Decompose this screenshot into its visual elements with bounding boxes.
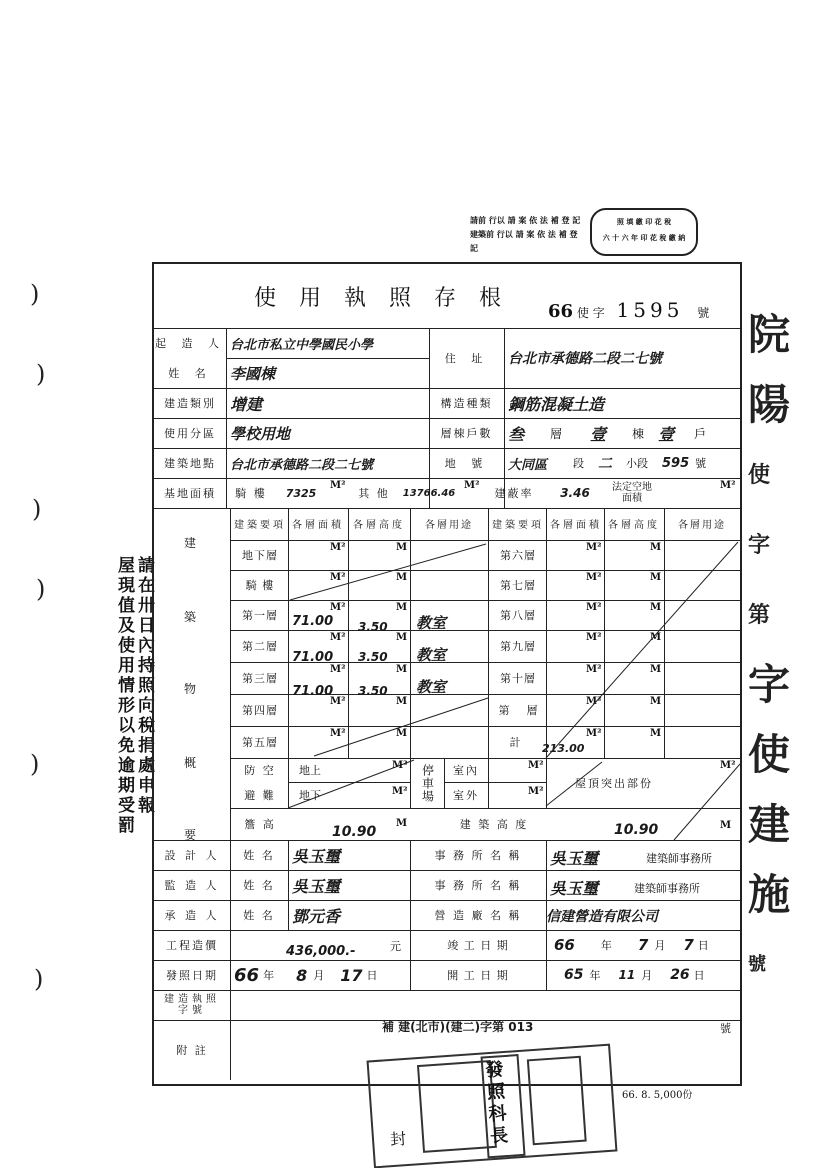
designer-name: 吳玉璽 (292, 846, 341, 866)
above-label: 地上 (299, 764, 321, 777)
margin-mark: ) (36, 360, 46, 388)
person-name-label: 姓 名 (243, 909, 275, 922)
m-unit: M (650, 542, 662, 553)
m-unit: M (396, 632, 408, 643)
m2-unit: M² (330, 480, 346, 491)
right-edge-char: 院 (748, 310, 791, 359)
lot-no: 595 (662, 455, 690, 471)
designer-label: 設 計 人 (164, 849, 220, 862)
f2-area: 71.00 (292, 650, 334, 665)
permit-word: 使 字 (576, 306, 605, 320)
arch-office-suffix: 建築師事務所 (634, 882, 700, 895)
margin-mark: ) (32, 495, 42, 523)
coverage-label: 建蔽率 (494, 487, 534, 500)
m2-unit: M² (330, 572, 346, 583)
m-unit: M (396, 542, 408, 553)
floor-n-prefix: 第 (498, 704, 510, 717)
m2-unit: M² (330, 542, 346, 553)
start-label: 開 工 日 期 (447, 969, 509, 982)
margin-mark: ) (36, 575, 46, 603)
divider (546, 758, 547, 808)
side-note-col1 (118, 556, 138, 836)
side-note-char: 以 (118, 716, 135, 736)
m2-unit: M² (720, 760, 736, 771)
yuan-label: 元 (390, 940, 401, 953)
usage-value: 學校用地 (230, 424, 291, 443)
right-edge-stamp (748, 300, 808, 1000)
floor-10-label: 第十層 (500, 672, 536, 685)
seal-char: 封 (389, 1129, 407, 1150)
side-note-char: 現 (118, 576, 135, 596)
m2-unit: M² (528, 760, 544, 771)
legal-area-label: 法定空地面積 (612, 482, 652, 504)
m2-unit: M² (528, 786, 544, 797)
right-edge-char: 建 (748, 800, 791, 849)
ceng-label: 層 (550, 426, 563, 441)
year-label: 年 (263, 969, 275, 982)
m2-unit: M² (330, 602, 346, 613)
m2-unit: M² (586, 542, 602, 553)
f2-height: 3.50 (358, 650, 388, 664)
note-label: 附 註 (176, 1044, 208, 1057)
tax-stamp (470, 208, 698, 258)
completion-date (554, 932, 738, 958)
m2-unit: M² (586, 696, 602, 707)
permit-ref-value: 補 建(北市)(建二)字第 013 (382, 1020, 534, 1034)
m2-unit: M² (586, 632, 602, 643)
completion-month: 7 (637, 936, 649, 954)
side-note-char: 持 (138, 656, 155, 676)
xiaoduan-label: 小段 (626, 457, 649, 470)
col-item-header: 建築要項 (492, 519, 544, 531)
base-area-value: 7325 (285, 486, 317, 500)
other-area-value: 13766.46 (402, 487, 456, 499)
builder-value: 台北市私立中學國民小學 (230, 337, 374, 353)
m2-unit: M² (392, 760, 408, 771)
eave-height-label: 簷 高 (244, 818, 276, 831)
m2-unit: M² (586, 728, 602, 739)
total-area: 213.00 (542, 742, 585, 755)
bldg-label-char: 要 (184, 828, 197, 842)
f2-use: 教室 (416, 646, 447, 664)
floor-6-label: 第六層 (500, 549, 536, 562)
hao-label: 號 (720, 1022, 731, 1035)
office-name-label: 事 務 所 名 稱 (434, 849, 522, 862)
m-unit: M (396, 664, 408, 675)
side-note-char: 使 (118, 636, 135, 656)
year-label: 年 (589, 969, 601, 982)
issue-month: 8 (296, 965, 308, 985)
floors-count: 叁 (508, 424, 525, 444)
side-note-char: 在 (138, 576, 155, 596)
floor-n-suffix: 層 (526, 704, 538, 717)
margin-mark: ) (34, 965, 44, 993)
category-value: 增建 (230, 394, 263, 414)
designer-office: 吳玉璽 (550, 849, 599, 868)
right-edge-char: 施 (748, 870, 791, 919)
completion-day: 7 (683, 936, 694, 954)
day-label: 日 (366, 969, 378, 982)
roof-label: 屋頂突出部份 (575, 777, 653, 790)
permit-ref-label: 建造執照字號 (164, 994, 220, 1016)
parking-label: 停車場 (420, 763, 435, 803)
tax-stamp-box (590, 208, 698, 256)
right-edge-char: 字 (748, 532, 771, 558)
hu-label: 戶 (694, 426, 707, 441)
start-day: 26 (670, 967, 690, 983)
hao-label: 號 (695, 457, 707, 470)
side-note-char: 及 (118, 616, 135, 636)
side-note-char: 報 (138, 796, 155, 816)
contractor-firm: 信建營造有限公司 (546, 909, 658, 925)
structure-value: 鋼筋混凝土造 (508, 394, 605, 414)
bldg-height-value: 10.90 (614, 822, 659, 838)
month-label: 月 (654, 939, 666, 952)
bldg-label-char: 建 (184, 536, 197, 550)
m-unit: M (396, 728, 408, 739)
other-label: 其 他 (358, 487, 390, 500)
firm-name-label: 營 造 廠 名 稱 (434, 909, 522, 922)
form-title: 使 用 執 照 存 根 (254, 285, 509, 311)
lot-district: 大同區 (508, 457, 548, 473)
seal-char: 長 (489, 1124, 509, 1148)
m-unit: M (396, 818, 408, 829)
side-note-char: 日 (138, 616, 155, 636)
day-label: 日 (697, 939, 709, 952)
f1-height: 3.50 (358, 620, 388, 634)
floor-3-label: 第三層 (242, 672, 278, 685)
start-month: 11 (618, 968, 636, 982)
day-label: 日 (693, 969, 705, 982)
m-unit: M (396, 572, 408, 583)
year-label: 年 (600, 939, 612, 952)
site-value: 台北市承德路二段二七號 (230, 457, 374, 473)
tax-stamp-line: 請前 行以 請 案 依 法 補 登 記 (470, 216, 581, 225)
m-unit: M (396, 696, 408, 707)
issue-year: 66 (234, 964, 260, 986)
side-note-char: 用 (118, 656, 135, 676)
start-date (554, 962, 738, 988)
supervisor-name: 吳玉璽 (292, 876, 341, 896)
col-use-header: 各層用途 (678, 519, 726, 531)
name-label: 姓 名 (168, 367, 212, 380)
col-area-header: 各層面積 (292, 519, 344, 531)
supervisor-office: 吳玉璽 (550, 879, 599, 898)
indoor-label: 室內 (453, 764, 479, 777)
floor-2-label: 第二層 (242, 640, 278, 653)
bldg-label-char: 物 (184, 682, 197, 696)
floor-7-label: 第七層 (500, 579, 536, 592)
issue-seal (367, 1044, 618, 1168)
m-unit: M (396, 602, 408, 613)
side-note-char: 稅 (138, 716, 155, 736)
print-info: 66. 8. 5,000份 (622, 1090, 693, 1101)
supervisor-label: 監 造 人 (164, 879, 220, 892)
site-label: 建築地點 (164, 457, 216, 470)
seal-inner (527, 1056, 587, 1146)
tax-stamp-box-line: 照 填 繳 印 花 稅 (616, 218, 672, 226)
tax-stamp-left (470, 214, 585, 256)
dong-label: 棟 (632, 426, 645, 441)
issue-date-label: 發照日期 (166, 969, 218, 982)
hu-count: 壹 (658, 424, 675, 444)
m2-unit: M² (586, 664, 602, 675)
m2-unit: M² (586, 572, 602, 583)
evac-label: 避 難 (244, 789, 276, 802)
col-use-header: 各層用途 (425, 519, 473, 531)
usage-label: 使用分區 (164, 427, 216, 440)
side-note-char: 免 (118, 736, 135, 756)
side-note-char: 照 (138, 676, 155, 696)
f1-area: 71.00 (292, 614, 334, 629)
permit-prefix: 66 (548, 301, 574, 322)
floor-4-label: 第四層 (242, 704, 278, 717)
issue-day: 17 (340, 965, 363, 985)
builder-label: 起 造 人 (155, 337, 225, 350)
m-unit: M (650, 572, 662, 583)
structure-label: 構造種類 (440, 397, 493, 410)
usage-permit-form (152, 262, 742, 1086)
m2-unit: M² (330, 632, 346, 643)
m2-unit: M² (392, 786, 408, 797)
side-note-char: 處 (138, 756, 155, 776)
completion-label: 竣 工 日 期 (447, 939, 509, 952)
m2-unit: M² (586, 602, 602, 613)
side-note-char: 向 (138, 696, 155, 716)
dong-count: 壹 (590, 424, 607, 444)
col-height-header: 各層高度 (353, 519, 405, 531)
right-edge-char: 字 (748, 660, 791, 709)
m2-unit: M² (330, 728, 346, 739)
side-note-char: 卅 (138, 596, 155, 616)
tax-stamp-box-line: 六 十 六 年 印 花 稅 繳 納 (602, 234, 686, 242)
strike-line (314, 698, 488, 756)
side-note-char: 逾 (118, 756, 135, 776)
side-note-char: 情 (118, 676, 135, 696)
side-note-char: 期 (118, 776, 135, 796)
month-label: 月 (641, 969, 653, 982)
issue-date (234, 962, 408, 988)
seal-char: 科 (487, 1103, 508, 1126)
person-name-label: 姓 名 (243, 879, 275, 892)
m-unit: M (720, 820, 732, 831)
cost-label: 工程造價 (166, 939, 218, 952)
floor-8-label: 第八層 (500, 609, 536, 622)
name-value: 李國棟 (230, 364, 276, 383)
total-label: 計 (509, 736, 527, 749)
arch-office-suffix: 建築師事務所 (646, 852, 712, 865)
side-note-char: 形 (118, 696, 135, 716)
margin-mark: ) (30, 750, 40, 778)
right-edge-char: 使 (748, 730, 791, 779)
lot-label: 地 號 (444, 457, 489, 470)
base-area-label: 基地面積 (164, 487, 216, 500)
floor-1-label: 第一層 (242, 609, 278, 622)
m-unit: M (650, 632, 662, 643)
right-edge-char: 第 (748, 602, 771, 628)
below-label: 地下 (299, 789, 321, 802)
side-note-char: 罰 (118, 816, 135, 836)
tax-stamp-line: 建築前 行以 請 案 依 法 補 登 記 (470, 230, 578, 253)
cost-value: 436,000.- (286, 944, 356, 959)
arcade-label: 騎 樓 (235, 487, 267, 500)
seal-char: 發 (484, 1059, 505, 1082)
coverage-value: 3.46 (560, 486, 590, 500)
start-year: 65 (564, 967, 584, 983)
strike-line (546, 542, 738, 758)
divider (410, 758, 411, 808)
contractor-name: 鄧元香 (292, 906, 341, 926)
seal-char: 照 (486, 1081, 506, 1104)
strike-line (290, 544, 486, 600)
margin-mark: ) (30, 280, 40, 308)
m2-unit: M² (330, 664, 346, 675)
side-note-char: 受 (118, 796, 135, 816)
right-edge-char: 號 (748, 954, 766, 975)
col-area-header: 各層面積 (550, 519, 602, 531)
m2-unit: M² (720, 480, 736, 491)
col-item-header: 建築要項 (234, 519, 286, 531)
m-unit: M (650, 602, 662, 613)
bldg-label-char: 築 (184, 610, 197, 624)
floor-5-label: 第五層 (242, 736, 278, 749)
lot-section: 二 (598, 456, 613, 472)
f3-area: 71.00 (292, 684, 334, 699)
col-height-header: 各層高度 (608, 519, 660, 531)
divider (444, 758, 445, 808)
m-unit: M (650, 696, 662, 707)
floor-basement-label: 地下層 (242, 549, 278, 562)
side-note-char: 請 (138, 556, 155, 576)
m-unit: M (650, 664, 662, 675)
side-note-char: 內 (138, 636, 155, 656)
f3-height: 3.50 (358, 684, 388, 698)
f3-use: 教室 (416, 678, 447, 696)
right-edge-char: 使 (748, 462, 771, 488)
bldg-label-char: 概 (184, 756, 197, 770)
f1-use: 教室 (416, 614, 447, 632)
right-edge-char: 陽 (748, 380, 791, 429)
divider (288, 840, 289, 930)
address-value: 台北市承德路二段二七號 (508, 351, 662, 367)
side-note-char: 屋 (118, 556, 135, 576)
person-name-label: 姓 名 (243, 849, 275, 862)
side-note-char: 申 (138, 776, 155, 796)
m2-unit: M² (330, 696, 346, 707)
floor-9-label: 第九層 (500, 640, 536, 653)
side-note-char: 值 (118, 596, 135, 616)
category-label: 建造類別 (164, 397, 216, 410)
divider (288, 758, 289, 808)
permit-suffix: 號 (697, 306, 710, 320)
bldg-height-label: 建 築 高 度 (459, 818, 529, 831)
duan-label: 段 (573, 457, 585, 470)
completion-year: 66 (554, 936, 575, 954)
floor-arcade-label: 騎 樓 (245, 579, 275, 592)
side-note-char: 捐 (138, 736, 155, 756)
contractor-label: 承 造 人 (164, 909, 220, 922)
air-raid-label: 防 空 (244, 764, 276, 777)
month-label: 月 (313, 969, 325, 982)
m-unit: M (650, 728, 662, 739)
seal-chars (485, 1058, 521, 1148)
eave-height-value: 10.90 (332, 824, 377, 840)
floors-label: 層棟戶數 (440, 427, 493, 440)
permit-number-value: 1595 (616, 298, 684, 322)
m2-unit: M² (464, 480, 480, 491)
office-name-label: 事 務 所 名 稱 (434, 879, 522, 892)
outdoor-label: 室外 (453, 789, 479, 802)
address-label: 住 址 (444, 352, 489, 365)
